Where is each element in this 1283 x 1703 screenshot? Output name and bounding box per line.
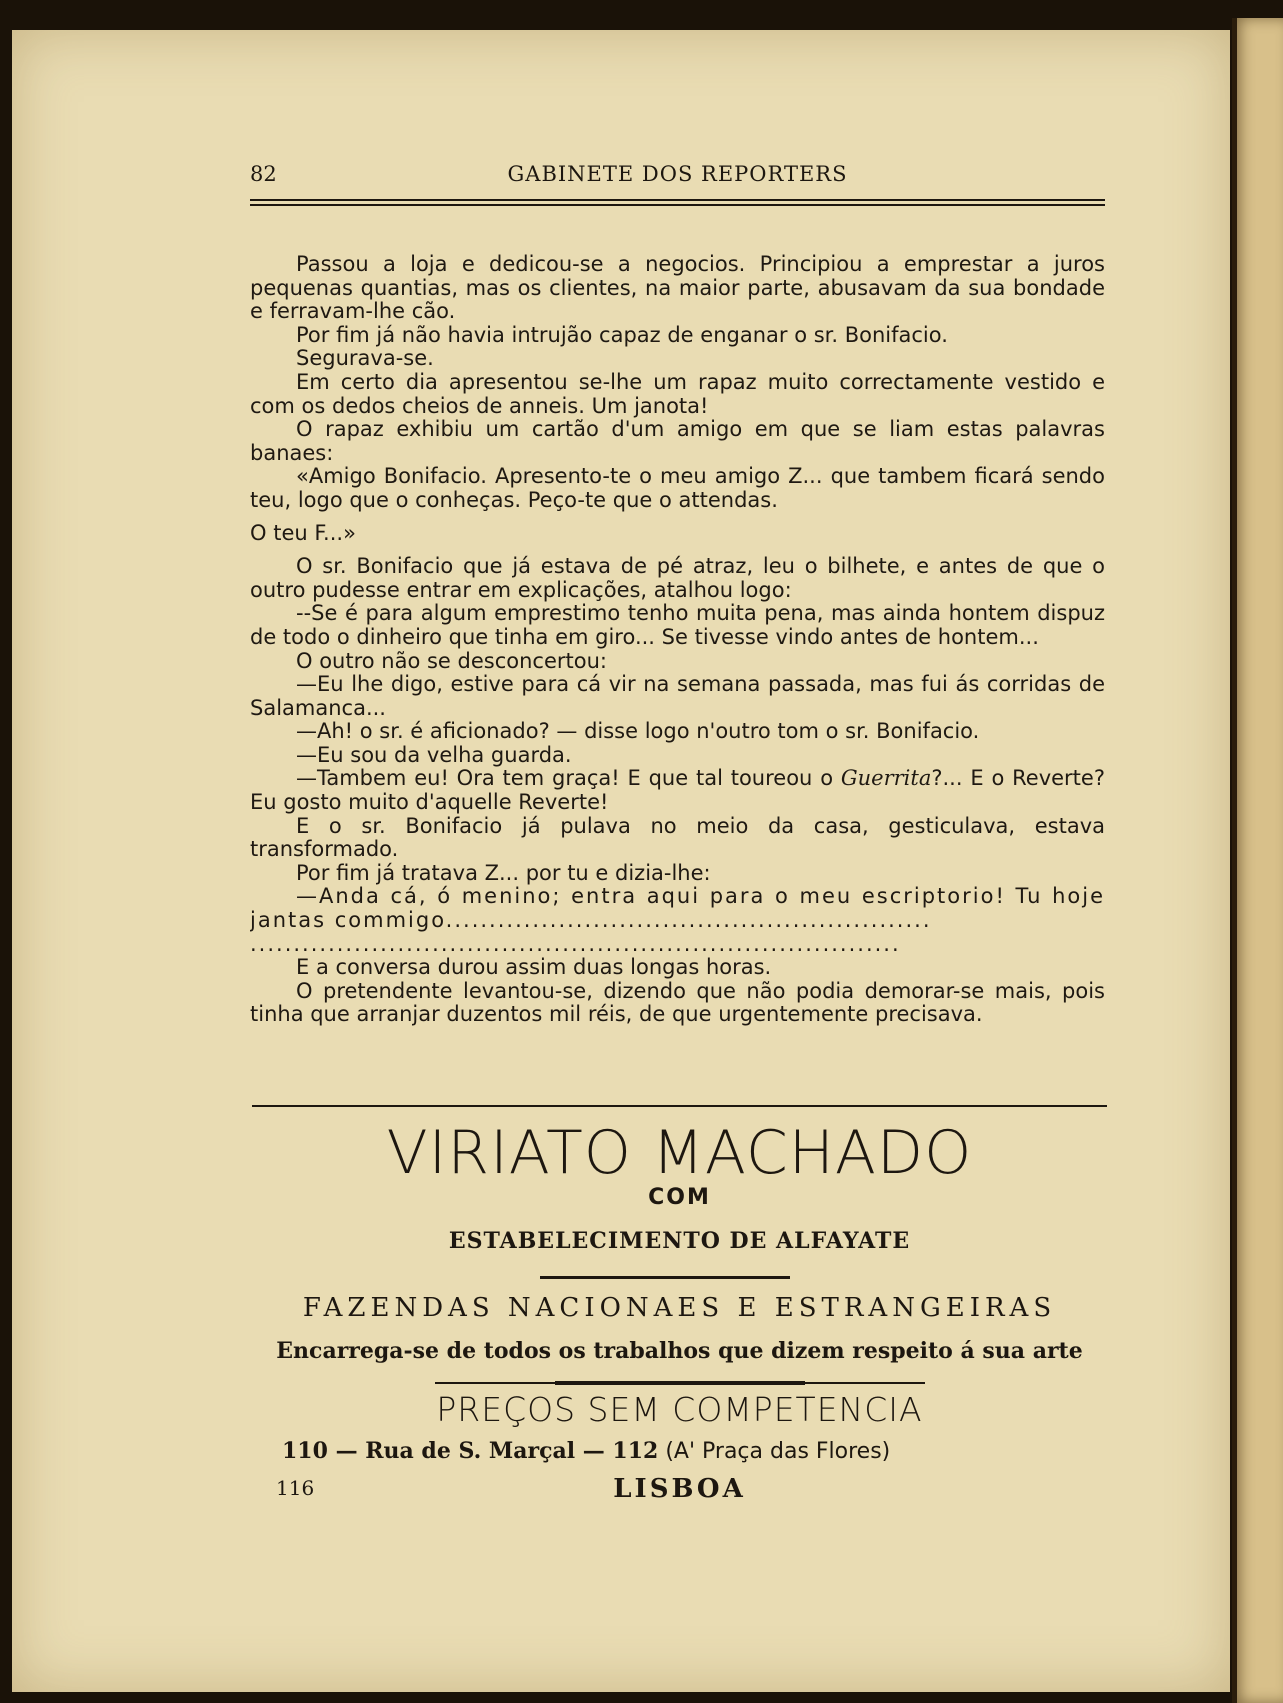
advertiser-name: VIRIATO MACHADO xyxy=(386,1118,973,1188)
paragraph: —Eu lhe digo, estive para cá vir na semana passada, mas fui ás corridas de Salamanca... xyxy=(250,672,1105,720)
city-name: LISBOA xyxy=(613,1474,746,1504)
advertisement-divider-thick xyxy=(555,1381,805,1385)
dotted-leader-line: ........................................................................... xyxy=(250,932,901,956)
paragraph: Por fim já tratava Z... por tu e dizia-lhe: xyxy=(296,860,711,885)
italic-name: Guerrita xyxy=(840,766,932,791)
advertisement-com: COM xyxy=(648,1185,711,1210)
paragraph: E a conversa durou assim duas longas horas. xyxy=(296,955,772,980)
address-note: (A' Praça das Flores) xyxy=(665,1439,891,1464)
article-body xyxy=(250,253,1105,1027)
adjacent-page-edge xyxy=(1232,18,1283,1703)
paragraph: Segurava-se. xyxy=(296,346,434,371)
paragraph xyxy=(250,767,1105,814)
paragraph: O pretendente levantou-se, dizendo que não podia demorar-se mais, pois tinha que arranjar duzentos mil réis, de que urgentemente precisava. xyxy=(250,978,1105,1027)
text-run: —Tambem eu! Ora tem graça! E que tal toureou o xyxy=(296,766,841,791)
page-header xyxy=(250,162,1105,192)
paragraph: «Amigo Bonifacio. Apresento-te o meu amigo Z... que tambem ficará sendo teu, logo que o conheças. Peço-te que o attendas. xyxy=(250,464,1105,512)
paragraph: —Eu sou da velha guarda. xyxy=(296,742,572,767)
paragraph: —Ah! o sr. é aficionado? — disse logo n'outro tom o sr. Bonifacio. xyxy=(296,719,980,744)
address-line xyxy=(282,1438,1102,1464)
paragraph: Em certo dia apresentou se-lhe um rapaz muito correctamente vestido e com os dedos cheios de anneis. Um janota! xyxy=(250,369,1105,418)
services-line: Encarrega-se de todos os trabalhos que dizem respeito á sua arte xyxy=(276,1338,1083,1364)
paragraph: O rapaz exhibiu um cartão d'um amigo em que se liam estas palavras banaes: xyxy=(250,417,1105,465)
header-rule-top xyxy=(250,199,1105,201)
advertisement-rule xyxy=(252,1105,1107,1107)
paragraph: Passou a loja e dedicou-se a negocios. Principiou a emprestar a juros pequenas quantias, mas os clientes, na maior parte, abusavam da sua bondade e ferravam-lhe cão. xyxy=(250,252,1105,324)
paragraph: --Se é para algum emprestimo tenho muita pena, mas ainda hontem dispuz de todo o dinheiro que tinha em giro... Se tivesse vindo antes de hontem... xyxy=(250,601,1105,649)
establishment-type: ESTABELECIMENTO DE ALFAYATE xyxy=(448,1228,911,1254)
advertisement-divider xyxy=(540,1276,790,1279)
paragraph: —Anda cá, ó menino; entra aqui para o meu escriptorio! Tu hoje jantas commigo........................................................ xyxy=(250,885,1105,933)
running-title: GABINETE DOS REPORTERS xyxy=(507,162,848,186)
paragraph: O outro não se desconcertou: xyxy=(296,648,607,673)
paragraph: E o sr. Bonifacio já pulava no meio da casa, gesticulava, estava transformado. xyxy=(250,813,1105,862)
page-number: 82 xyxy=(250,162,277,186)
street-address: 110 — Rua de S. Marçal — 112 xyxy=(282,1438,659,1464)
letter-signature: O teu F...» xyxy=(250,520,356,545)
header-rule-bottom xyxy=(250,204,1105,206)
prices-line: PREÇOS SEM COMPETENCIA xyxy=(436,1390,923,1429)
fabrics-line: FAZENDAS NACIONAES E ESTRANGEIRAS xyxy=(302,1293,1057,1323)
text-run: ?... E o Reverte? Eu gosto muito d'aquelle Reverte! xyxy=(250,766,1105,815)
paragraph: Por fim já não havia intrujão capaz de enganar o sr. Bonifacio. xyxy=(296,322,948,347)
paragraph: O sr. Bonifacio que já estava de pé atraz, leu o bilhete, e antes de que o outro pudesse entrar em explicações, atalhou logo: xyxy=(250,554,1105,602)
footer-number: 116 xyxy=(276,1476,315,1500)
